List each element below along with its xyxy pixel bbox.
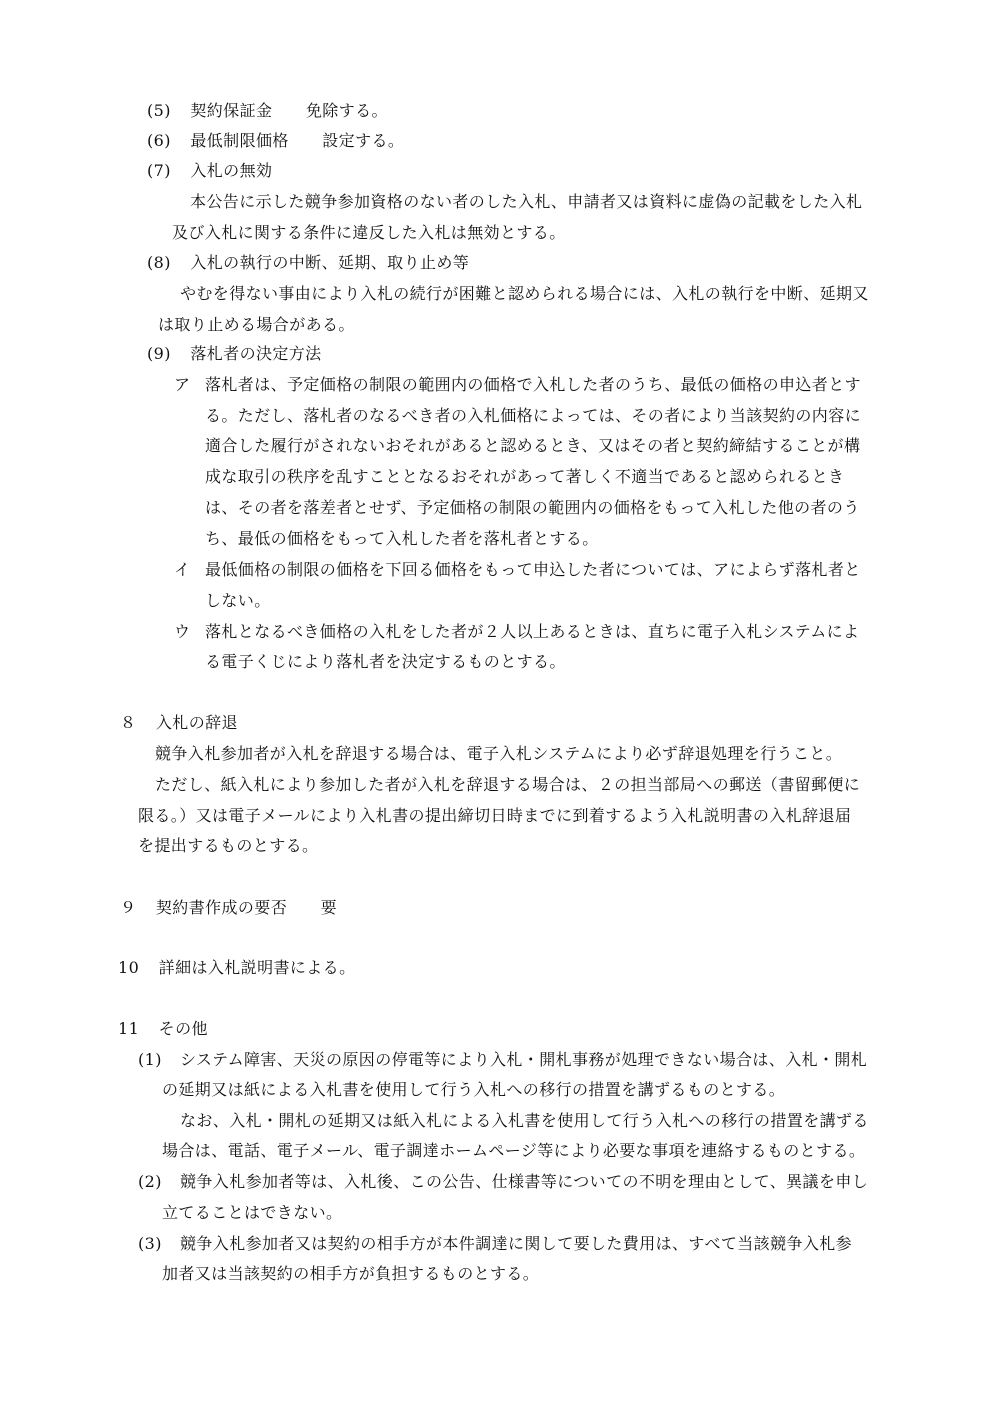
item-title: 入札の無効 bbox=[190, 161, 273, 180]
item-value: 設定する。 bbox=[322, 131, 405, 150]
item-title: 入札の執行の中断、延期、取り止め等 bbox=[190, 253, 470, 272]
paragraph-line: 適合した履行がされないおそれがあると認めるとき、又はその者と契約締結することが構 bbox=[205, 436, 861, 455]
section-value: 要 bbox=[320, 898, 338, 917]
paragraph-line: 最低価格の制限の価格を下回る価格をもって申込した者については、アによらず落札者と bbox=[205, 560, 861, 579]
section-title: 詳細は入札説明書による。 bbox=[158, 958, 356, 977]
paragraph-line: ち、最低の価格をもって入札した者を落札者とする。 bbox=[205, 529, 599, 548]
paragraph-line: 成な取引の秩序を乱すこととなるおそれがあって著しく不適当であると認められるとき bbox=[205, 467, 845, 486]
paragraph-line: 競争入札参加者等は、入札後、この公告、仕様書等についての不明を理由として、異議を申し bbox=[180, 1172, 869, 1191]
section-11-heading bbox=[118, 1019, 208, 1039]
paragraph-line: 競争入札参加者又は契約の相手方が本件調達に関して要した費用は、すべて当該競争入札参 bbox=[180, 1234, 853, 1253]
paragraph-line: る電子くじにより落札者を決定するものとする。 bbox=[205, 652, 566, 671]
item-title: 落札者の決定方法 bbox=[190, 344, 322, 363]
paragraph-line: 場合は、電話、電子メール、電子調達ホームページ等により必要な事項を連絡するものとする。 bbox=[162, 1141, 866, 1160]
paragraph-line: 本公告に示した競争参加資格のない者のした入札、申請者又は資料に虚偽の記載をした入札 bbox=[190, 192, 863, 211]
paragraph-line: は取り止める場合がある。 bbox=[158, 315, 355, 334]
section-title: 契約書作成の要否 bbox=[155, 898, 288, 917]
section-title: 入札の辞退 bbox=[155, 713, 238, 732]
item-title: 契約保証金 bbox=[190, 101, 273, 120]
section-number: ８ bbox=[120, 713, 137, 732]
item-7-heading bbox=[147, 161, 272, 181]
section-title: その他 bbox=[158, 1019, 208, 1038]
section-10-heading bbox=[118, 958, 355, 978]
item-number: (3) bbox=[138, 1234, 162, 1253]
paragraph-line: 及び入札に関する条件に違反した入札は無効とする。 bbox=[172, 223, 566, 242]
item-number: (2) bbox=[138, 1172, 162, 1191]
paragraph-line: 落札者は、予定価格の制限の範囲内の価格で入札した者のうち、最低の価格の申込者とす bbox=[205, 375, 862, 394]
item-9-heading bbox=[147, 344, 322, 364]
item-number: (9) bbox=[147, 344, 171, 363]
item-number: (8) bbox=[147, 253, 171, 272]
paragraph-line: やむを得ない事由により入札の続行が困難と認められる場合には、入札の執行を中断、延期又 bbox=[180, 284, 869, 303]
item-number: (7) bbox=[147, 161, 171, 180]
sub-item-marker-i: イ bbox=[174, 560, 191, 579]
item-number: (1) bbox=[138, 1050, 162, 1069]
paragraph-line: 立てることはできない。 bbox=[162, 1203, 343, 1222]
section-number: 10 bbox=[118, 958, 140, 977]
section-number: 11 bbox=[118, 1019, 140, 1038]
paragraph-line: を提出するものとする。 bbox=[138, 836, 319, 855]
sub-item-marker-a: ア bbox=[174, 375, 191, 394]
item-6 bbox=[147, 131, 404, 151]
section-9-heading bbox=[120, 898, 337, 918]
item-number: (5) bbox=[147, 101, 171, 120]
paragraph-line: 限る。）又は電子メールにより入札書の提出締切日時までに到着するよう入札説明書の入札辞退届 bbox=[138, 806, 852, 825]
item-number: (6) bbox=[147, 131, 171, 150]
section-number: ９ bbox=[120, 898, 137, 917]
paragraph-line: なお、入札・開札の延期又は紙入札による入札書を使用して行う入札への移行の措置を講ずる bbox=[180, 1111, 869, 1130]
item-5 bbox=[147, 101, 388, 121]
paragraph-line: ただし、紙入札により参加した者が入札を辞退する場合は、２の担当部局への郵送（書留郵便に bbox=[155, 775, 861, 794]
paragraph-line: 加者又は当該契約の相手方が負担するものとする。 bbox=[162, 1264, 540, 1283]
item-title: 最低制限価格 bbox=[190, 131, 289, 150]
paragraph-line: の延期又は紙による入札書を使用して行う入札への移行の措置を講ずるものとする。 bbox=[162, 1080, 786, 1099]
item-value: 免除する。 bbox=[305, 101, 388, 120]
item-8-heading bbox=[147, 253, 469, 273]
paragraph-line: 競争入札参加者が入札を辞退する場合は、電子入札システムにより必ず辞退処理を行うこと。 bbox=[155, 744, 843, 763]
paragraph-line: システム障害、天災の原因の停電等により入札・開札事務が処理できない場合は、入札・開札 bbox=[180, 1050, 868, 1069]
paragraph-line: は、その者を落差者とせず、予定価格の制限の範囲内の価格をもって入札した他の者のう bbox=[205, 498, 860, 517]
paragraph-line: しない。 bbox=[205, 591, 271, 610]
section-8-heading bbox=[120, 713, 238, 733]
sub-item-marker-u: ウ bbox=[174, 622, 191, 641]
paragraph-line: る。ただし、落札者のなるべき者の入札価格によっては、その者により当該契約の内容に bbox=[205, 406, 862, 425]
paragraph-line: 落札となるべき価格の入札をした者が２人以上あるときは、直ちに電子入札システムによ bbox=[205, 622, 860, 641]
